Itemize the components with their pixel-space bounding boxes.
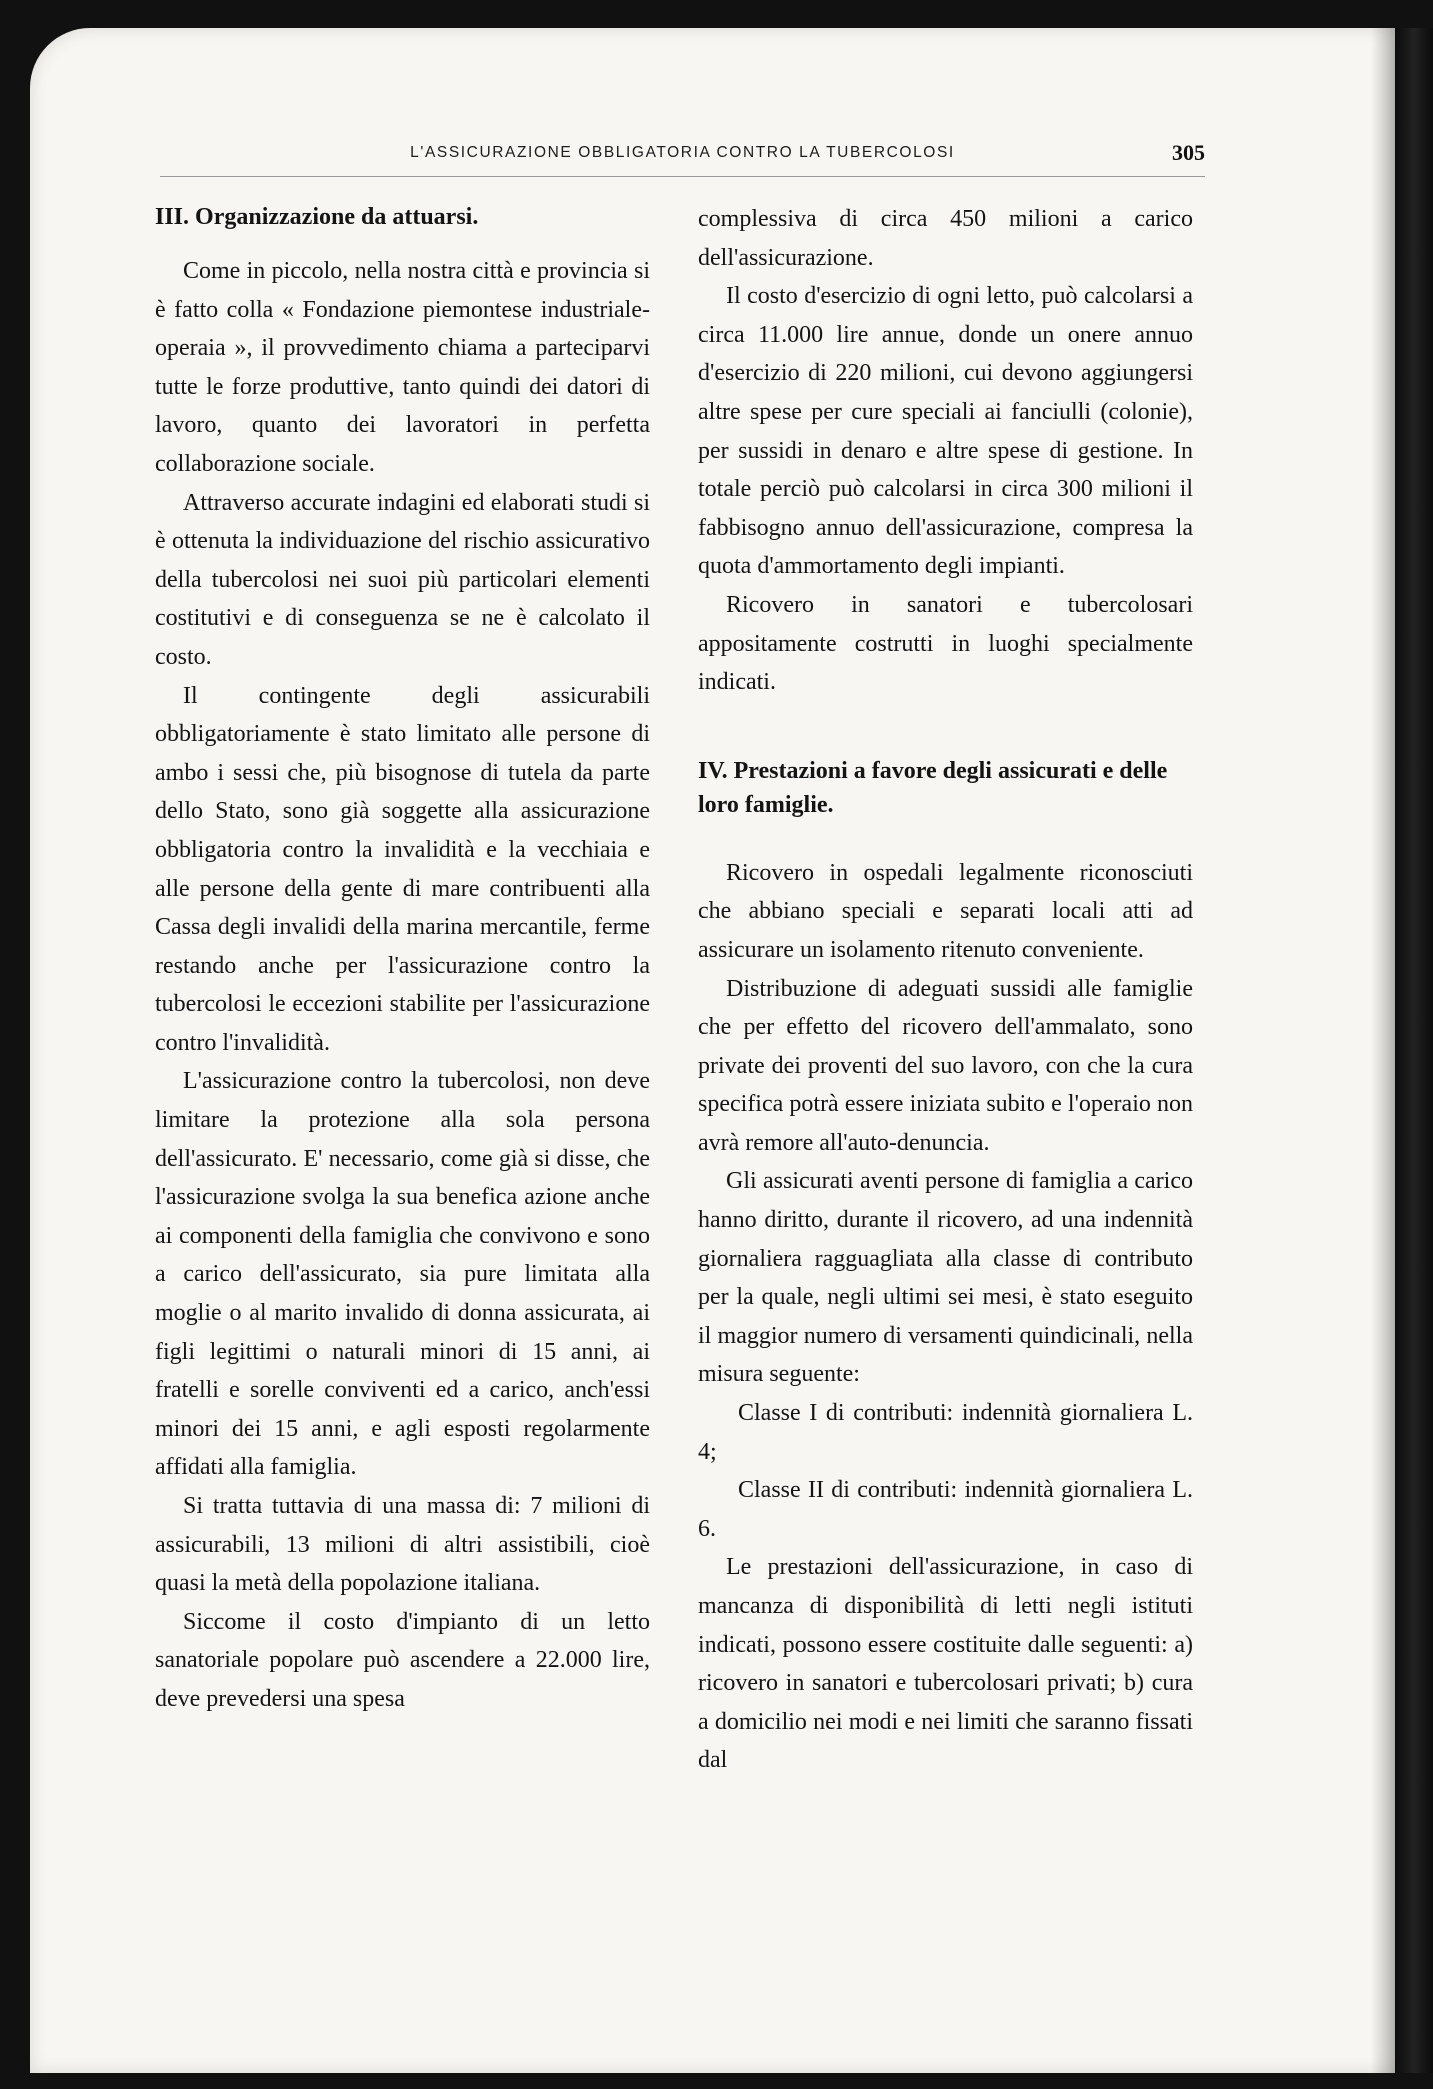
paragraph: Ricovero in ospedali legalmente riconosciuti che abbiano speciali e separati locali atti ad assicurare un isolamento ritenuto conveniente. xyxy=(698,859,1193,963)
section-heading-iv: IV. Prestazioni a favore degli assicurati e delle loro famiglie. xyxy=(698,757,1168,818)
paragraph: Attraverso accurate indagini ed elaborati studi si è ottenuta la individuazione del rischio assicurativo della tubercolosi nei suoi più particolari elementi costitutivi e di conseguenza se ne è calcolato il costo. xyxy=(155,489,650,670)
paragraph: Ricovero in sanatori e tubercolosari appositamente costrutti in luoghi specialmente indicati. xyxy=(698,591,1193,696)
left-column xyxy=(155,200,650,1719)
page-header xyxy=(160,140,1205,180)
paragraph: Siccome il costo d'impianto di un letto sanatoriale popolare può ascendere a 22.000 lire, deve prevedersi una spesa xyxy=(155,1608,650,1712)
paragraph-continuation: complessiva di circa 450 milioni a carico dell'assicurazione. xyxy=(698,206,1193,271)
paragraph: Si tratta tuttavia di una massa di: 7 milioni di assicurabili, 13 milioni di altri assistibili, cioè quasi la metà della popolazione italiana. xyxy=(155,1493,650,1597)
paragraph: Come in piccolo, nella nostra città e provincia si è fatto colla « Fondazione piemontese industriale-operaia », il provvedimento chiama a parteciparvi tutte le forze produttive, tanto quindi dei datori di lavoro, quanto dei lavoratori in perfetta collaborazione sociale. xyxy=(155,258,650,477)
right-column xyxy=(698,200,1193,1780)
paragraph: Classe II di contributi: indennità giornaliera L. 6. xyxy=(698,1477,1193,1542)
paragraph: Il costo d'esercizio di ogni letto, può calcolarsi a circa 11.000 lire annue, donde un onere annuo d'esercizio di 220 milioni, cui devono aggiungersi altre spese per cure speciali ai fanciulli (colonie), per sussidi in denaro e altre spese di gestione. In totale perciò può calcolarsi in circa 300 milioni il fabbisogno annuo dell'assicurazione, compresa la quota d'ammortamento degli impianti. xyxy=(698,283,1193,580)
paragraph: Le prestazioni dell'assicurazione, in caso di mancanza di disponibilità di letti negli istituti indicati, possono essere costituite dalle seguenti: a) ricovero in sanatori e tubercolosari privati; b) cura a domicilio nei modi e nei limiti che saranno fissati dal xyxy=(698,1554,1193,1774)
paragraph: L'assicurazione contro la tubercolosi, non deve limitare la protezione alla sola persona dell'assicurato. E' necessario, come già si disse, che l'assicurazione svolga la sua benefica azione anche ai componenti della famiglia che convivono e sono a carico dell'assicurato, sia pure limitata alla moglie o al marito invalido di donna assicurata, ai figli legittimi o naturali minori di 15 anni, ai fratelli e sorelle conviventi ed a carico, anch'essi minori dei 15 anni, e agli esposti regolarmente affidati alla famiglia. xyxy=(155,1068,650,1481)
spine-shadow xyxy=(1371,28,1433,2073)
header-rule xyxy=(160,176,1205,177)
paragraph: Il contingente degli assicurabili obbligatoriamente è stato limitato alle persone di ambo i sessi che, più bisognose di tutela da parte dello Stato, sono già soggette alla assicurazione obbligatoria contro la invalidità e la vecchiaia e alle persone della gente di mare contribuenti alla Cassa degli invalidi della marina mercantile, ferme restando anche per l'assicurazione contro la tubercolosi le eccezioni stabilite per l'assicurazione contro l'invalidità. xyxy=(155,682,650,1056)
page-number: 305 xyxy=(1172,140,1205,165)
section-heading-iii: III. Organizzazione da attuarsi. xyxy=(155,204,479,230)
paragraph: Gli assicurati aventi persone di famiglia a carico hanno diritto, durante il ricovero, ad una indennità giornaliera ragguagliata alla classe di contributo per la quale, negli ultimi sei mesi, è stato eseguito il maggior numero di versamenti quindicinali, nella misura seguente: xyxy=(698,1168,1193,1388)
paragraph: Classe I di contributi: indennità giornaliera L. 4; xyxy=(698,1400,1193,1465)
paragraph: Distribuzione di adeguati sussidi alle famiglie che per effetto del ricovero dell'ammalato, sono private dei proventi del suo lavoro, con che la cura specifica potrà essere iniziata subito e l'operaio non avrà remore all'auto-denuncia. xyxy=(698,975,1193,1156)
running-head: L'ASSICURAZIONE OBBLIGATORIA CONTRO LA TUBERCOLOSI xyxy=(410,144,955,161)
